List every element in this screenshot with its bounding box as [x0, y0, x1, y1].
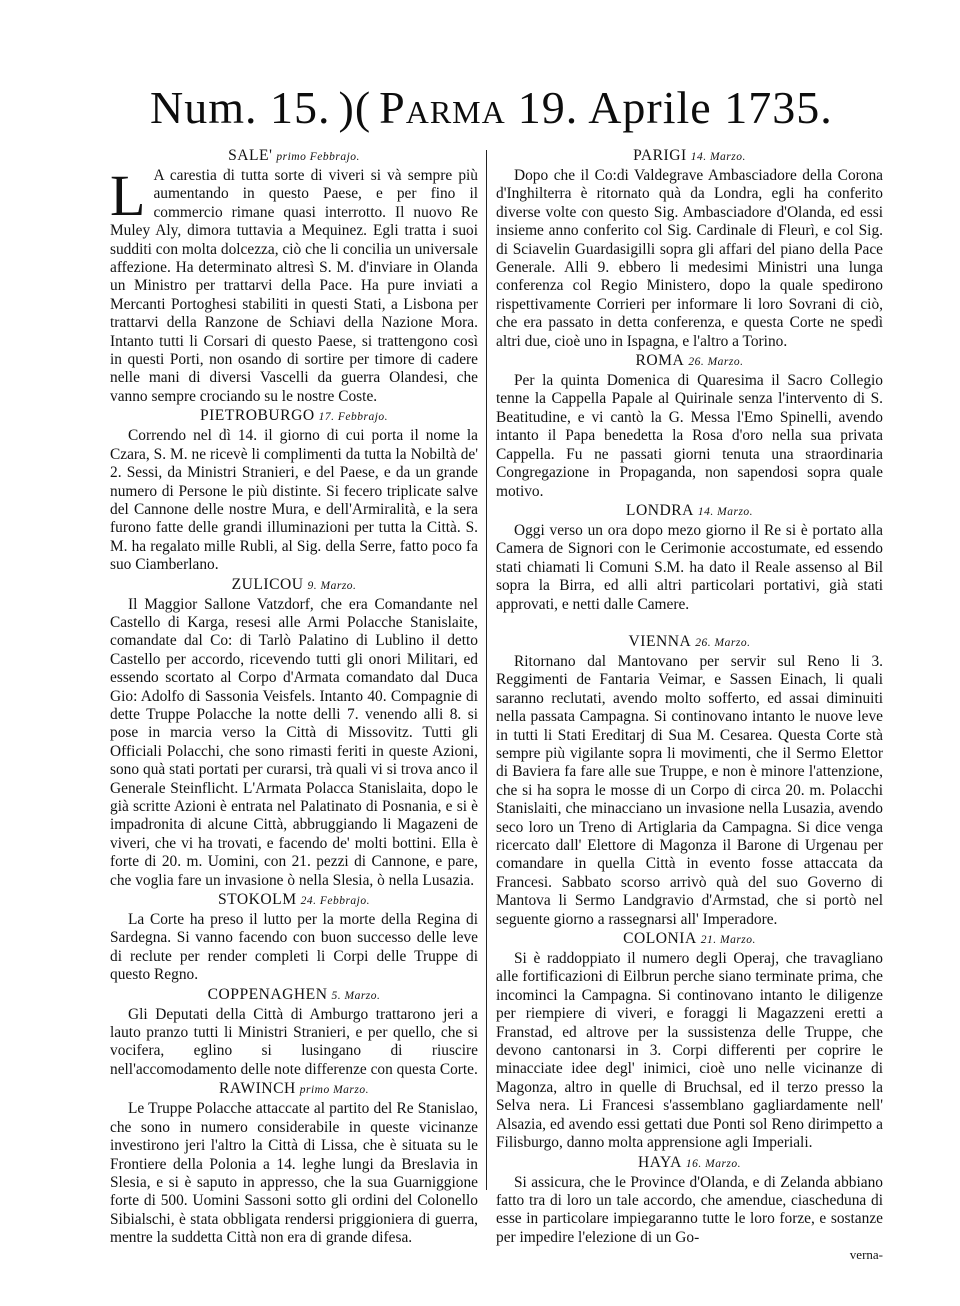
article-stokolm — [110, 890, 478, 985]
masthead-date: 19. Aprile 1735. — [517, 82, 833, 133]
article-dateline — [110, 406, 478, 427]
issue-number: Num. 15. — [150, 82, 331, 133]
article-roma — [496, 351, 883, 501]
article-date: 26. Marzo. — [688, 356, 744, 369]
article-date: 5. Marzo. — [331, 989, 381, 1002]
article-city: ROMA — [635, 352, 685, 370]
article-date: 26. Marzo. — [695, 636, 751, 649]
article-date: 24. Febbrajo. — [300, 895, 371, 908]
article-haya — [496, 1153, 883, 1248]
article-body: Gli Deputati della Città di Amburgo trattarono jeri a lauto pranzo tutti li Ministri Stranieri, e per quello, che si vocifera, eglino si lusingano di riuscire nell'accomodamento delle note differenze con questa Corte. — [110, 1005, 478, 1078]
article-city: PARIGI — [633, 147, 687, 164]
article-city: VIENNA — [628, 632, 692, 650]
article-text: A carestia di tutta sorte di viveri si và sempre più aumentando in questo Paese, e per fino il commercio rimane quasi interrotto. Il nuovo Re Muley Aly, dimora tuttavia a Mequinez. Egli tratta i suoi sudditi con molta dolcezza, ciò che li concilia un universale affezione. Ha determinato altresì S. M. d'inviare in Olanda un Ministro per trattarvi della Pace. Ha pure inviati a Mercanti Portoghesi stabiliti in questi Stati, a Lisbona per trattarvi della Ranzone de Schiavi della Nazione Mora. Intanto tutti li Corsari di questo Paese, si trattengono così in questi Porti, non osando di sortire per timore di cadere nelle mani di diversi Vascelli da guerra Olandesi, che vanno sempre crociando su le nostre Coste. — [110, 167, 478, 405]
article-dateline — [496, 929, 883, 950]
article-city: PIETROBURGO — [199, 407, 315, 425]
article-date: primo Febbrajo. — [276, 151, 360, 163]
article-dateline — [110, 575, 478, 596]
article-body — [110, 163, 478, 406]
article-dateline — [496, 146, 883, 167]
right-column — [496, 146, 883, 1263]
article-city: RAWINCH — [218, 1080, 296, 1098]
article-dateline — [496, 1153, 883, 1174]
column-rule — [486, 150, 487, 1190]
article-pietroburgo — [110, 406, 478, 574]
article-dateline — [110, 146, 478, 167]
article-body: Ritornano dal Mantovano per servir sul Reno li 3. Reggimenti de Fantaria Veimar, e Sassen Einach, li quali saranno reclutati, avendo molto sofferto, ed assai diminuiti nella passata Campagna. Si continovano intanto le nuove leve in tutti li Stati Ereditarj di Sua M. Cesarea. Questa Corte stà sempre più vigilante sopra li movimenti, che il Sermo Elettor di Baviera fa fare alle sue Truppe, e non è minore l'attenzione, che si ha sopra le mosse di un Corpo di circa 20. m. Polacchi Stanislaiti, che minacciano un invasione nella Lusazia, avendo seco loro un Treno di Artiglaria da Campagna. Si dice venga ricercato dall' Elettore di Magonza il Barone di Urgenau per comandare in quella Città in evento fosse attaccata da Francesi. Sabbato scorso arrivò quà del suo Governo di Mantova li Sermo Landgravio d'Armstad, che si portò nel seguente giorno a rassegnarsi all' Imperadore. — [496, 652, 883, 928]
article-dateline — [110, 890, 478, 911]
article-sale — [110, 146, 478, 406]
article-date: 21. Marzo. — [700, 934, 756, 947]
article-body: La Corte ha preso il lutto per la morte della Regina di Sardegna. Si vanno facendo con buon successo delle leve di reclute per render completi li Corpi delle Truppe di questo Regno. — [110, 911, 478, 984]
article-date: 17. Febbrajo. — [318, 411, 389, 424]
article-dateline — [496, 501, 883, 522]
article-dateline — [110, 985, 478, 1006]
article-date: 14. Marzo. — [690, 151, 746, 163]
left-column — [110, 146, 478, 1248]
article-city: STOKOLM — [217, 891, 297, 909]
article-parigi — [496, 146, 883, 351]
article-rawinch — [110, 1079, 478, 1247]
article-city: LONDRA — [625, 501, 694, 519]
article-body: Si è raddoppiato il numero degli Operaj, che travagliano alle fortificazioni di Eilbrun perche siano terminate prima, che incominci la Campagna. Si continovano intanto le diligenze per riempiere di viveri, e foraggi li Magazzeni eretti a Franstad, ed altrove per la sussistenza delle Truppe, che devono cantonarsi in 3. Corpi differenti per coprire le minacciate idee degl' inimici, cioè uno nelle vicinanze di Magonza, altro in quelle di Bruchsal, ed il terzo presso la Selva nera. Li Francesi s'assemblano gagliardamente nell' Alsazia, ed avendo essi gettati due Ponti sol Reno dirimpetto a Filisburgo, danno molta apprensione agli Imperiali. — [496, 950, 883, 1152]
article-date: 14. Marzo. — [697, 505, 754, 518]
drop-cap: L — [110, 163, 146, 228]
masthead-separator: )( — [338, 82, 372, 133]
article-londra — [496, 501, 883, 614]
article-dateline — [110, 1079, 478, 1100]
article-body: Si assicura, che le Province d'Olanda, e di Zelanda abbiano fatto tra di loro un tale accordo, che amendue, ciascheduna di esse in particolare impiegaranno tutte le loro forze, e sostanze per impedire l'elezione di un Go- — [496, 1173, 883, 1246]
article-dateline — [496, 632, 883, 653]
masthead — [150, 78, 850, 138]
article-city: ZULICOU — [231, 575, 304, 593]
article-zulicou — [110, 575, 478, 891]
article-city: COLONIA — [623, 930, 697, 948]
article-city: SALE' — [228, 147, 273, 164]
article-colonia — [496, 929, 883, 1152]
article-city: HAYA — [637, 1153, 682, 1171]
article-body: Dopo che il Co:di Valdegrave Ambasciadore della Corona d'Inghilterra è ritornato quà da Londra, egli ha conferito diverse volte con questo Sig. Ambasciadore d'Olanda, ed essi insieme anno conferito col Sig. Cardinale di Fleurì, e col Sig. di Sciavelin Guardasigilli sopra gli affari del piano della Pace Generale. Alli 9. ebbero li medesimi Ministri una lunga conferenza col Regio Ministero, dopo la quale spedirono rispettivamente Corrieri per informare li loro Sovrani di ciò, che era passato in detta conferenza, e questa Corte ne spedì altri due, cioè uno in Ispagna, e l'altro a Torino. — [496, 167, 883, 350]
article-date: primo Marzo. — [299, 1084, 369, 1097]
article-body: Le Truppe Polacche attaccate al partito del Re Stanislao, che sono in numero considerabile in queste vicinanze investirono jeri l'altro la Città di Lissa, che è situata su le Frontiere della Polonia a 14. leghe lungi da Breslavia in Slesia, e si è saputo in appresso, che la sua Guarniggione forte di 500. Uomini Sassoni sotto gli ordini del Colonello Sibialschi, è stata obbligata rendersi priggioniera di guerra, mentre la suddetta Città non era di grande difesa. — [110, 1100, 478, 1247]
article-city: COPPENAGHEN — [207, 985, 328, 1003]
article-date: 16. Marzo. — [685, 1157, 742, 1170]
article-date: 9. Marzo. — [307, 579, 357, 592]
article-body: Oggi verso un ora dopo mezo giorno il Re si è portato alla Camera de Signori con le Cerimonie accostumate, ed essendo stati chiamati li Comuni S.M. ha dato il Reale assenso al Bil sopra la Birra, ed alli altri particolari portativi, già stati approvati, e netti dalle Camere. — [496, 521, 883, 613]
article-body: Il Maggior Sallone Vatzdorf, che era Comandante nel Castello di Karga, resesi alle Armi Polacche Stanislaite, comandate dal Co: di Tarlò Palatino di Lublino il detto Castello per accordo, ricevendo tutti gli onori Militari, ed essendo scortato al Corpo d'Armata comandato dal Duca Gio: Adolfo di Sassonia Veisfels. Intanto 40. Compagnie di dette Truppe Polacche la notte delli 7. venendo alli 8. si pose in marcia verso la Città di Missovitz. Tutti gli Officiali Polacchi, che sono rimasti feriti in queste Azioni, sono quà stati portati per curarsi, trà quali vi si trova anco il Generale Steinflicht. L'Armata Polacca Stanislaita, dopo le già scritte Azioni è entrata nel Palatinato di Posnania, e si è impadronita di alcune Città, abbruggiando li Magazeni de viveri, che vi ha trovati, e facendo de' molti bottini. Ella è forte di 20. m. Uomini, con 21. pezzi di Cannone, e pare, che voglia fare un invasione ò nella Slesia, ò nella Lusazia. — [110, 595, 478, 889]
masthead-place: Parma — [379, 82, 506, 133]
article-dateline — [496, 351, 883, 372]
article-body: Per la quinta Domenica di Quaresima il Sacro Collegio tenne la Cappella Papale al Quirinale senza l'intervento di S. Beatitudine, e vi cantò la G. Messa l'Emo Spinelli, avendo intanto il Papa benedetta la Rosa d'oro nella sua privata Cappella. Fu ne passati giorni tenuta una straordinaria Congregazione in Propaganda, non sapendosi sopra quale motivo. — [496, 372, 883, 500]
article-vienna — [496, 632, 883, 929]
article-body: Correndo nel dì 14. il giorno di cui porta il nome la Czara, S. M. ne ricevè li complimenti da tutta la Nobiltà de' 2. Sessi, da Ministri Stranieri, e del Paese, e da un grande numero di Persone le più distinte. Si fecero triplicate salve del Cannone delle nostre Mura, e dell'Armiralità, e la sera furono fatte delle grandi illuminazioni per tutta la Città. S. M. ha regalato mille Rubli, al Sig. della Serre, fatto poco fa suo Ciamberlano. — [110, 427, 478, 574]
catchword: verna- — [849, 1247, 883, 1263]
article-coppenaghen — [110, 985, 478, 1080]
